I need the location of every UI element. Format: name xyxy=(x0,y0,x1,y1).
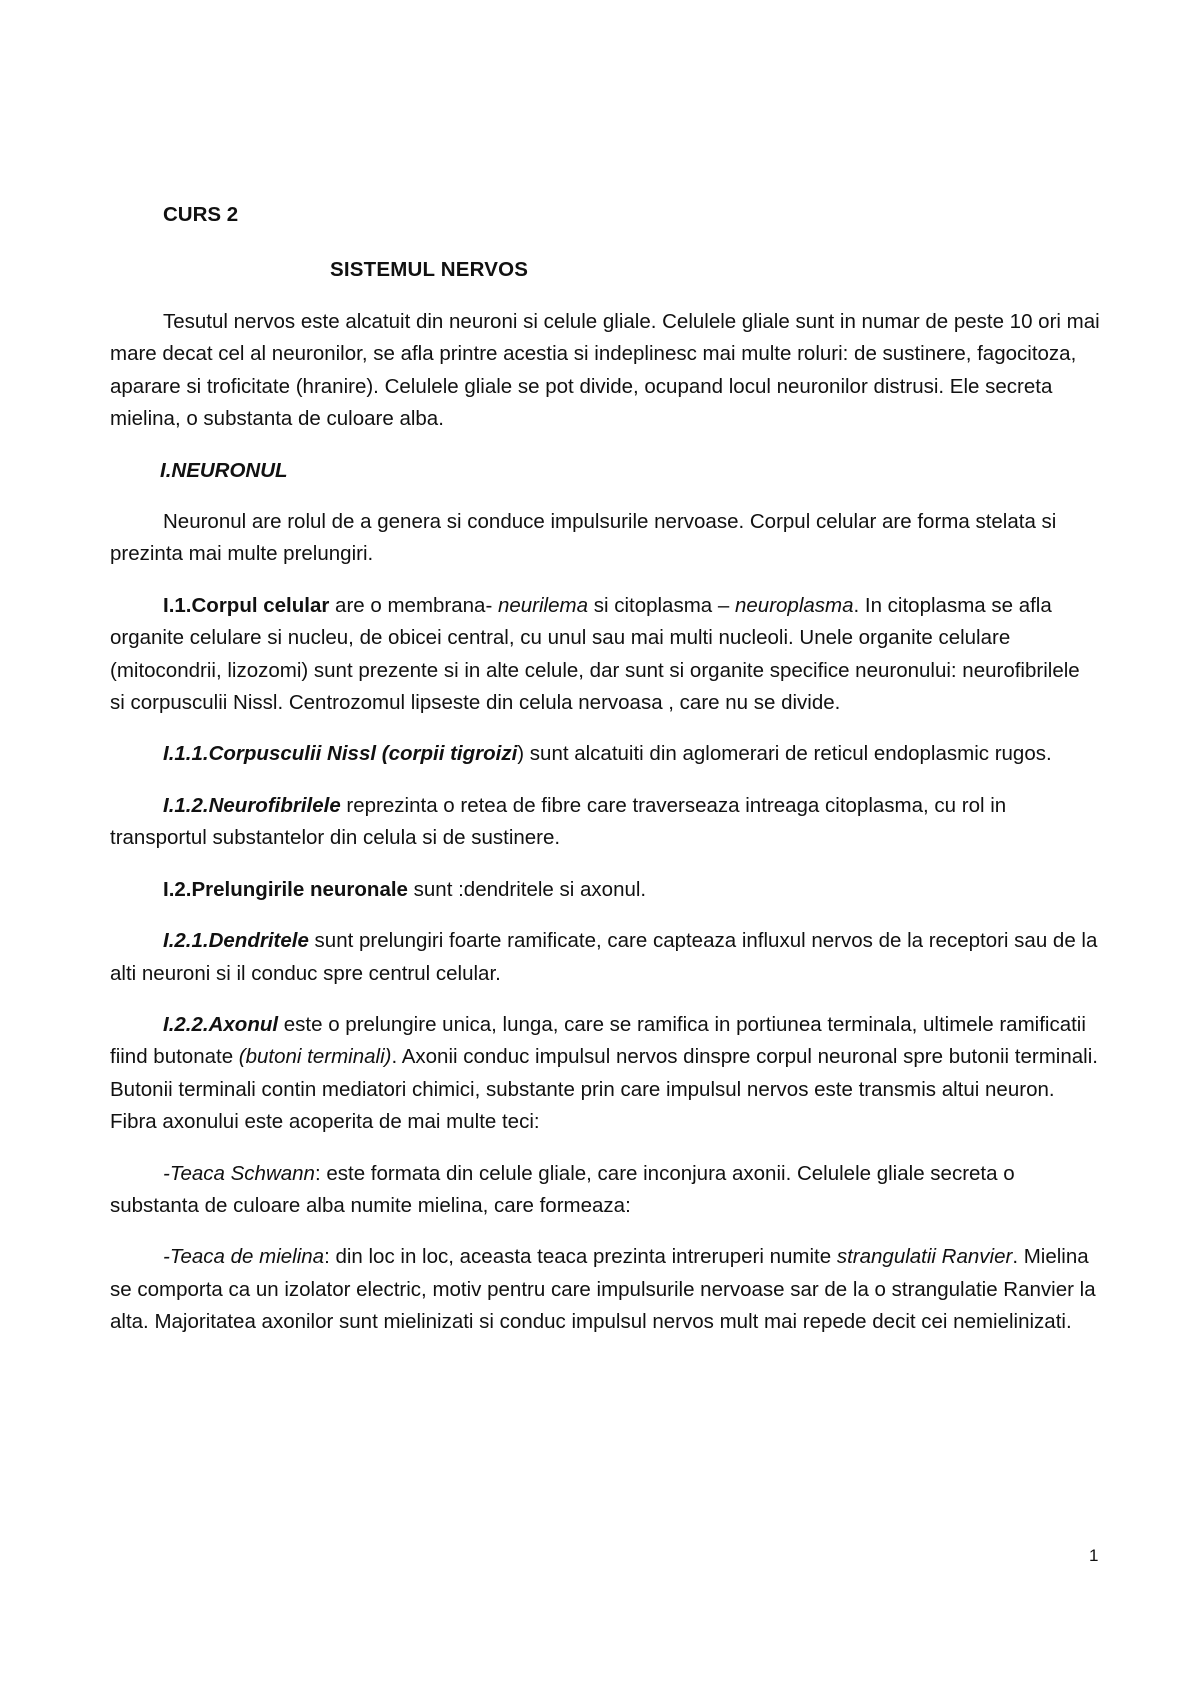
extensions-paragraph xyxy=(110,874,1100,906)
text-run: are o membrana- xyxy=(329,593,498,617)
section-number: I.1. xyxy=(163,593,192,617)
document-body xyxy=(110,306,1100,1358)
section-heading: I.NEURONUL xyxy=(160,458,288,482)
italic-term: -Teaca Schwann xyxy=(163,1161,315,1185)
text-run: . In citoplasma se afla organite celulare si nucleu, de obicei central, cu unul sau mai multi nucleoli. Unele organite celulare (mitocondrii, lizozomi) sunt prezente si in alte celule, dar sunt si organite specifice neuronului: neurofibrilele si corpusculii Nissl. Centrozomul lipseste din celula nervoasa , care nu se divide. xyxy=(110,593,1080,715)
section-number: I.2. xyxy=(163,877,192,901)
italic-term: neuroplasma xyxy=(734,593,854,617)
text-run: ) sunt alcatuiti din aglomerari de reticul endoplasmic rugos. xyxy=(517,742,1052,766)
axon-paragraph xyxy=(110,1009,1100,1139)
neurofibrils-paragraph xyxy=(110,790,1100,855)
schwann-paragraph xyxy=(110,1158,1100,1223)
term: Neurofibrilele xyxy=(208,793,341,817)
term: Dendritele xyxy=(208,929,309,953)
text-run: sunt prelungiri foarte ramificate, care capteaza influxul nervos de la receptori sau de la alti neuroni si il conduc spre centrul celular. xyxy=(110,929,1098,985)
intro-paragraph: Tesutul nervos este alcatuit din neuroni si celule gliale. Celulele gliale sunt in numar de peste 10 ori mai mare decat cel al neuronilor, se afla printre acestia si indeplinesc mai multe roluri: de sustinere, fagocitoza, aparare si troficitate (hranire). Celulele gliale se pot divide, ocupand locul neuronilor distrusi. Ele secreta mielina, o substanta de culoare alba. xyxy=(110,310,1100,431)
section-number: I.1.1. xyxy=(163,742,209,766)
text-run: sunt :dendritele si axonul. xyxy=(407,877,647,901)
myelin-paragraph xyxy=(110,1241,1100,1338)
dendrites-paragraph xyxy=(110,925,1100,990)
page-title: SISTEMUL NERVOS xyxy=(330,258,529,281)
text-run: reprezinta o retea de fibre care traverseaza intreaga citoplasma, cu rol in transportul substantelor din celula si de sustinere. xyxy=(110,793,1007,850)
italic-term: -Teaca de mielina xyxy=(163,1245,325,1269)
text-run: . Mielina se comporta ca un izolator electric, motiv pentru care impulsurile nervoase sar de la o strangulatie Ranvier la alta. Majoritatea axonilor sunt mielinizati si conduc impulsul nervos mult mai repede decit cei nemielinizati. xyxy=(110,1245,1096,1334)
cell-body-paragraph xyxy=(110,590,1100,720)
text-run: . Axonii conduc impulsul nervos dinspre corpul neuronal spre butonii terminali. Butonii terminali contin mediatori chimici, substante prin care impulsul nervos este transmis altui neuron. Fibra axonului este acoperita de mai multe teci: xyxy=(110,1045,1098,1134)
term: Axonul xyxy=(208,1012,279,1036)
neuron-paragraph: Neuronul are rolul de a genera si conduce impulsurile nervoase. Corpul celular are forma stelata si prezinta mai multe prelungiri. xyxy=(110,510,1057,566)
page-number: 1 xyxy=(1089,1546,1099,1565)
term: Corpul celular xyxy=(191,593,330,617)
italic-term: (butoni terminali) xyxy=(238,1045,392,1069)
section-number: I.2.1. xyxy=(163,929,209,953)
text-run: : este formata din celule gliale, care inconjura axonii. Celulele gliale secreta o substanta de culoare alba numite mielina, care formeaza: xyxy=(110,1161,1015,1217)
term: Corpusculii Nissl (corpii tigroizi xyxy=(208,742,518,766)
section-number: I.1.2. xyxy=(163,793,209,817)
course-label: CURS 2 xyxy=(163,203,239,226)
italic-term: neurilema xyxy=(497,593,588,617)
term: Prelungirile neuronale xyxy=(191,877,408,901)
text-run: : din loc in loc, aceasta teaca prezinta intreruperi numite xyxy=(324,1245,837,1269)
section-number: I.2.2. xyxy=(163,1012,209,1036)
text-run: este o prelungire unica, lunga, care se ramifica in portiunea terminala, ultimele ramificatii fiind butonate xyxy=(110,1012,1086,1069)
italic-term: strangulatii Ranvier xyxy=(836,1245,1013,1269)
text-run: si citoplasma – xyxy=(588,593,735,617)
nissl-paragraph xyxy=(110,738,1100,770)
